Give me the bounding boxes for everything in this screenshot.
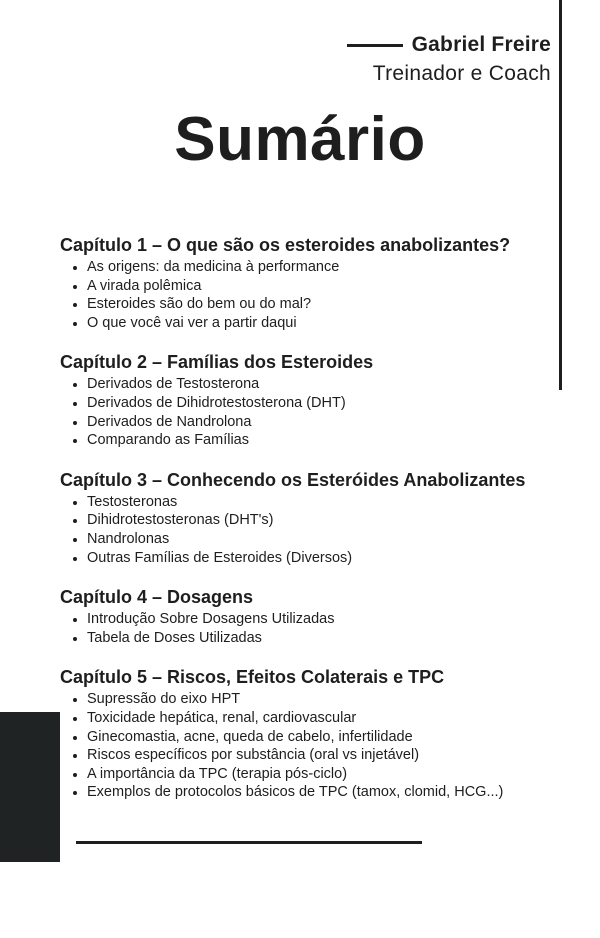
list-item: • A virada polêmica: [87, 277, 555, 296]
list-item: • Supressão do eixo HPT: [87, 690, 555, 709]
list-item: • Derivados de Dihidrotestosterona (DHT): [87, 394, 555, 413]
chapter-title: Capítulo 5 – Riscos, Efeitos Colaterais e TPC: [60, 667, 445, 688]
list-item: • Comparando as Famílias: [87, 431, 555, 450]
list-item: • Ginecomastia, acne, queda de cabelo, infertilidade: [87, 728, 555, 747]
chapter-title: Capítulo 2 – Famílias dos Esteroides: [60, 352, 374, 373]
chapter-4: [60, 586, 555, 647]
list-item: • Riscos específicos por substância (oral vs injetável): [87, 746, 555, 765]
list-item: • Esteroides são do bem ou do mal?: [87, 295, 555, 314]
list-item: • O que você vai ver a partir daqui: [87, 314, 555, 333]
author-name: Gabriel Freire: [411, 33, 551, 56]
list-item: • Derivados de Nandrolona: [87, 413, 555, 432]
chapter-items: [60, 258, 555, 332]
page-title: Sumário: [174, 105, 426, 174]
right-vertical-rule: [559, 0, 562, 390]
author-row: [347, 33, 551, 57]
table-of-contents: [60, 234, 555, 821]
author-role: Treinador e Coach: [372, 62, 551, 85]
list-item: • Toxicidade hepática, renal, cardiovascular: [87, 709, 555, 728]
list-item: • Exemplos de protocolos básicos de TPC (tamox, clomid, HCG...): [87, 783, 555, 802]
list-item: • Nandrolonas: [87, 530, 555, 549]
chapter-items: [60, 690, 555, 802]
chapter-title: Capítulo 1 – O que são os esteroides anabolizantes?: [60, 235, 511, 255]
chapter-title: Capítulo 3 – Conhecendo os Esteróides Anabolizantes: [60, 469, 526, 490]
chapter-2: [60, 351, 555, 449]
chapter-items: [60, 375, 555, 449]
chapter-items: [60, 610, 555, 647]
chapter-items: [60, 493, 555, 567]
list-item: • Derivados de Testosterona: [87, 375, 555, 394]
list-item: • Testosteronas: [87, 493, 555, 512]
chapter-1: [60, 234, 555, 332]
list-item: • Outras Famílias de Esteroides (Diversos): [87, 549, 555, 568]
list-item: • Dihidrotestosteronas (DHT's): [87, 511, 555, 530]
chapter-5: [60, 666, 555, 802]
chapter-3: [60, 469, 555, 567]
left-dark-block: [0, 712, 60, 862]
list-item: • Tabela de Doses Utilizadas: [87, 629, 555, 648]
list-item: • Introdução Sobre Dosagens Utilizadas: [87, 610, 555, 629]
list-item: • A importância da TPC (terapia pós-ciclo): [87, 765, 555, 784]
chapter-title: Capítulo 4 – Dosagens: [60, 587, 254, 608]
author-dash: [347, 44, 403, 47]
bottom-rule: [76, 841, 422, 844]
list-item: • As origens: da medicina à performance: [87, 258, 555, 277]
